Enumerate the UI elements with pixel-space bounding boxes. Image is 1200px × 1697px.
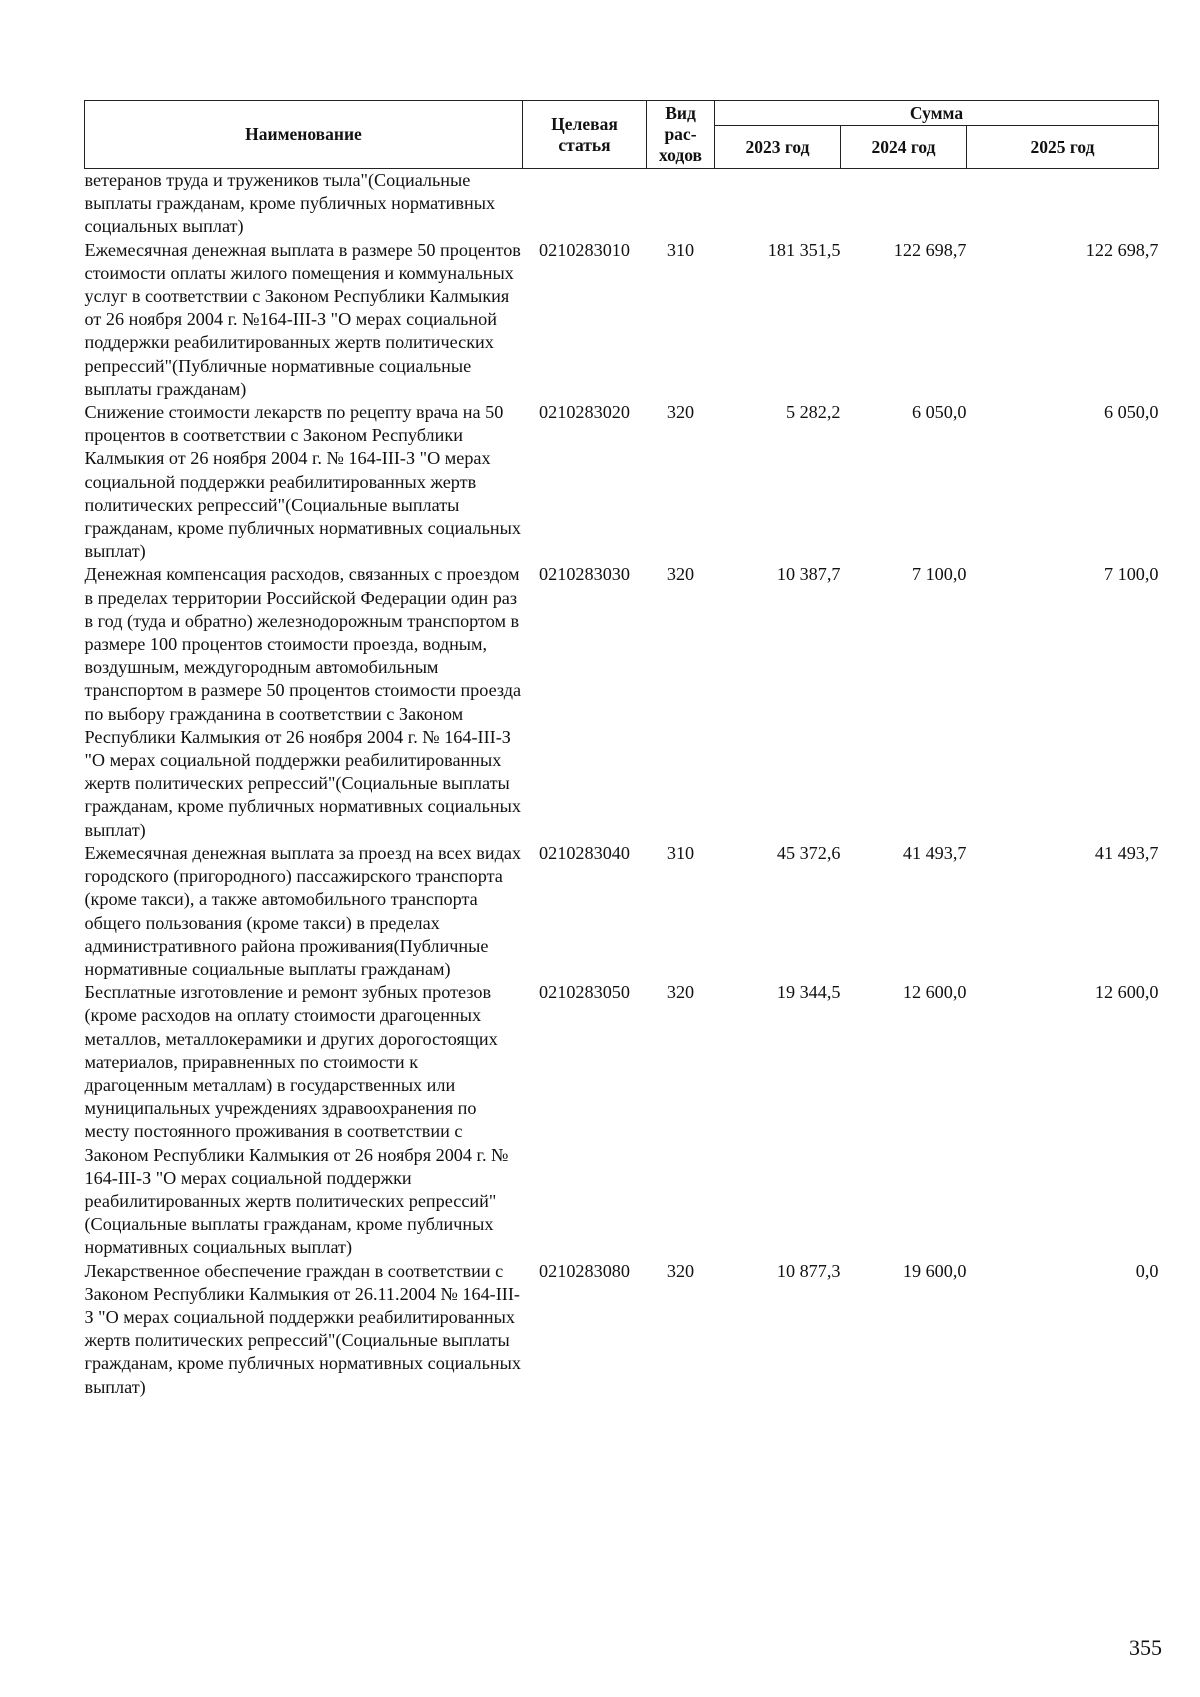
row-2025: 122 698,7 bbox=[1085, 239, 1159, 260]
row-2024: 122 698,7 bbox=[893, 239, 967, 260]
row-kind: 320 bbox=[666, 1260, 695, 1281]
row-code: 0210283050 bbox=[539, 982, 630, 1003]
row-code: 0210283020 bbox=[539, 402, 630, 423]
row-2025: 7 100,0 bbox=[1103, 564, 1159, 585]
row-2023: 19 344,5 bbox=[776, 982, 841, 1003]
row-2024: 41 493,7 bbox=[902, 842, 967, 863]
row-2024: 7 100,0 bbox=[911, 564, 967, 585]
row-name: ветеранов труда и тружеников тыла"(Социальные выплаты гражданам, кроме публичных нормативных социальных выплат) bbox=[84, 170, 496, 237]
row-code bbox=[523, 169, 647, 239]
row-code: 0210283010 bbox=[539, 239, 630, 260]
row-2024: 19 600,0 bbox=[902, 1260, 967, 1281]
table-body bbox=[85, 169, 1159, 1399]
table-row bbox=[85, 1260, 1159, 1399]
row-2023 bbox=[715, 169, 841, 239]
row-2024: 6 050,0 bbox=[911, 402, 967, 423]
header-2025: 2025 год bbox=[967, 126, 1159, 169]
header-name: Наименование bbox=[85, 101, 523, 169]
header-sum: Сумма bbox=[715, 101, 1159, 126]
row-2025: 12 600,0 bbox=[1094, 982, 1159, 1003]
table-row bbox=[85, 842, 1159, 981]
row-kind: 310 bbox=[666, 239, 695, 260]
table-row bbox=[85, 401, 1159, 563]
row-code: 0210283040 bbox=[539, 842, 630, 863]
header-2024: 2024 год bbox=[841, 126, 967, 169]
row-kind bbox=[647, 169, 715, 239]
row-2025: 0,0 bbox=[1135, 1260, 1159, 1281]
table-header bbox=[85, 101, 1159, 169]
page-number: 355 bbox=[1129, 1635, 1162, 1660]
row-kind: 320 bbox=[666, 982, 695, 1003]
row-name: Ежемесячная денежная выплата за проезд на всех видах городского (пригородного) пассажирского транспорта (кроме такси), а также автомобильного транспорта общего пользования (кроме такси) в пределах административного района проживания(Публичные нормативные социальные выплаты гражданам) bbox=[84, 842, 522, 979]
row-kind: 310 bbox=[666, 842, 695, 863]
row-code: 0210283080 bbox=[539, 1260, 630, 1281]
row-code: 0210283030 bbox=[539, 564, 630, 585]
row-kind: 320 bbox=[666, 564, 695, 585]
table-row bbox=[85, 239, 1159, 401]
row-2023: 5 282,2 bbox=[785, 402, 841, 423]
budget-table bbox=[84, 100, 1159, 1399]
row-2025: 6 050,0 bbox=[1103, 402, 1159, 423]
row-name: Ежемесячная денежная выплата в размере 50 процентов стоимости оплаты жилого помещения и коммунальных услуг в соответствии с Законом Республики Калмыкия от 26 ноября 2004 г. №164-III-З "О мерах социальной поддержки реабилитированных жертв политических репрессий"(Публичные нормативные социальные выплаты гражданам) bbox=[84, 239, 521, 399]
row-kind: 320 bbox=[666, 402, 695, 423]
row-2025: 41 493,7 bbox=[1094, 842, 1159, 863]
row-2025 bbox=[967, 169, 1159, 239]
row-2023: 10 387,7 bbox=[776, 564, 841, 585]
table-row bbox=[85, 169, 1159, 239]
row-name: Бесплатные изготовление и ремонт зубных протезов (кроме расходов на оплату стоимости драгоценных металлов, металлокерамики и других дорогостоящих материалов, приравненных по стоимости к драгоценным металлам) в государственных или муниципальных учреждениях здравоохранения по месту постоянного проживания в соответствии с Законом Республики Калмыкия от 26 ноября 2004 г. № 164-III-З "О мерах социальной поддержки реабилитированных жертв политических репрессий"(Социальные выплаты гражданам, кроме публичных нормативных социальных выплат) bbox=[84, 982, 509, 1258]
row-2024 bbox=[841, 169, 967, 239]
header-2023: 2023 год bbox=[715, 126, 841, 169]
row-2023: 181 351,5 bbox=[767, 239, 841, 260]
table-row bbox=[85, 563, 1159, 841]
header-kind: Вид рас- ходов bbox=[647, 101, 715, 169]
row-name: Денежная компенсация расходов, связанных с проездом в пределах территории Российской Федерации один раз в год (туда и обратно) железнодорожным транспортом в размере 100 процентов стоимости проезда, водным, воздушным, междугородным автомобильным транспортом в размере 50 процентов стоимости проезда по выбору гражданина в соответствии с Законом Республики Калмыкия от 26 ноября 2004 г. № 164-III-З "О мерах социальной поддержки реабилитированных жертв политических репрессий"(Социальные выплаты гражданам, кроме публичных нормативных социальных выплат) bbox=[84, 564, 522, 840]
row-2024: 12 600,0 bbox=[902, 982, 967, 1003]
header-code: Целевая статья bbox=[523, 101, 647, 169]
row-name: Лекарственное обеспечение граждан в соответствии с Законом Республики Калмыкия от 26.11.2004 № 164-III-З "О мерах социальной поддержки реабилитированных жертв политических репрессий"(Социальные выплаты гражданам, кроме публичных нормативных социальных выплат) bbox=[84, 1260, 521, 1397]
row-2023: 45 372,6 bbox=[776, 842, 841, 863]
table-row bbox=[85, 981, 1159, 1259]
row-2023: 10 877,3 bbox=[776, 1260, 841, 1281]
row-name: Снижение стоимости лекарств по рецепту врача на 50 процентов в соответствии с Законом Республики Калмыкия от 26 ноября 2004 г. № 164-III-З "О мерах социальной поддержки реабилитированных жертв политических репрессий"(Социальные выплаты гражданам, кроме публичных нормативных социальных выплат) bbox=[84, 402, 521, 562]
